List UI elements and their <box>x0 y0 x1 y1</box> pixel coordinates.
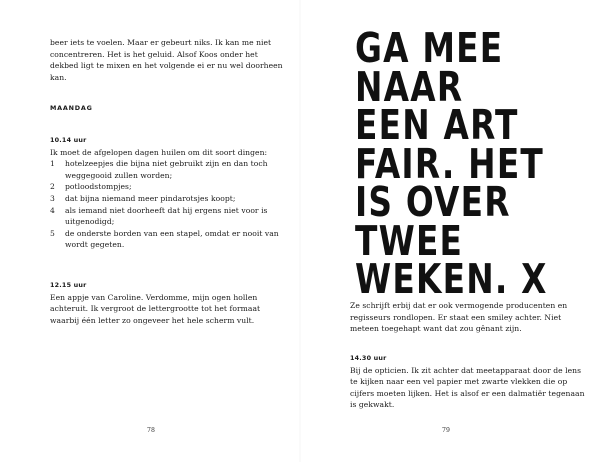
list-number: 4 <box>50 205 55 215</box>
diary-entry <box>50 135 286 251</box>
list-number: 1 <box>50 159 55 169</box>
list-item <box>50 228 286 251</box>
list-item-text: de onderste borden van een stapel, omdat er nooit van wordt gegeten. <box>65 228 279 250</box>
entry-text: Ik moet de afgelopen dagen huilen om dit soort dingen: <box>50 147 268 157</box>
list-item <box>50 158 286 181</box>
entry-time: 10.14 uur <box>50 136 87 144</box>
headline-line: IS OVER <box>355 178 511 226</box>
page-number: 79 <box>442 427 450 434</box>
headline-line: WEKEN. X <box>355 255 548 303</box>
list-item-text: dat bijna niemand meer pindarotsjes koopt; <box>65 193 236 203</box>
headline-line: NAAR <box>355 62 464 111</box>
page-number: 78 <box>147 427 155 434</box>
intro-paragraph: beer iets te voelen. Maar er gebeurt niks. Ik kan me niet concentreren. Het is het geluid. Alsof Koos onder het dekbed ligt te mixen en het volgende ei er nu wel doorheen kan. <box>50 38 283 82</box>
message-description: Ze schrijft erbij dat er ook vermogende producenten en regisseurs rondlopen. Er staat een smiley achter. Niet meteen toegehapt want dat zou gênant zijn. <box>350 301 568 334</box>
list-item-text: als iemand niet doorheeft dat hij ergens niet voor is uitgenodigd; <box>65 205 268 227</box>
display-headline <box>355 24 548 303</box>
diary-entry <box>350 353 586 411</box>
headline-line: FAIR. HET <box>355 139 545 188</box>
list-number: 2 <box>50 182 55 192</box>
list-item-text: potloodstompjes; <box>65 182 132 192</box>
list-number: 5 <box>50 228 55 238</box>
day-heading: MAANDAG <box>50 104 93 112</box>
numbered-list <box>50 158 286 251</box>
entry-time: 14.30 uur <box>350 354 387 362</box>
diary-entry <box>50 280 286 326</box>
entry-text: Een appje van Caroline. Verdomme, mijn ogen hollen achteruit. Ik vergroot de lettergrootte tot het formaat waarbij één letter zo ongeveer het hele scherm vult. <box>50 292 261 325</box>
entry-text: Bij de opticien. Ik zit achter dat meetapparaat door de lens te kijken naar een vel papier met zwarte vlekken die op cijfers moeten lijken. Het is alsof er een dalmatiër tegenaan is gekwakt. <box>350 365 585 410</box>
list-item-text: hotelzeepjes die bijna niet gebruikt zijn en dan toch weggegooid zullen worden; <box>65 159 268 180</box>
list-item <box>50 181 286 193</box>
list-number: 3 <box>50 193 55 203</box>
right-page <box>300 0 600 462</box>
headline-line: GA MEE <box>355 24 504 72</box>
list-item <box>50 193 286 205</box>
entry-time: 12.15 uur <box>50 281 87 289</box>
headline-line: TWEE <box>355 216 464 265</box>
list-item <box>50 205 286 228</box>
headline-line: EEN ART <box>355 101 519 149</box>
